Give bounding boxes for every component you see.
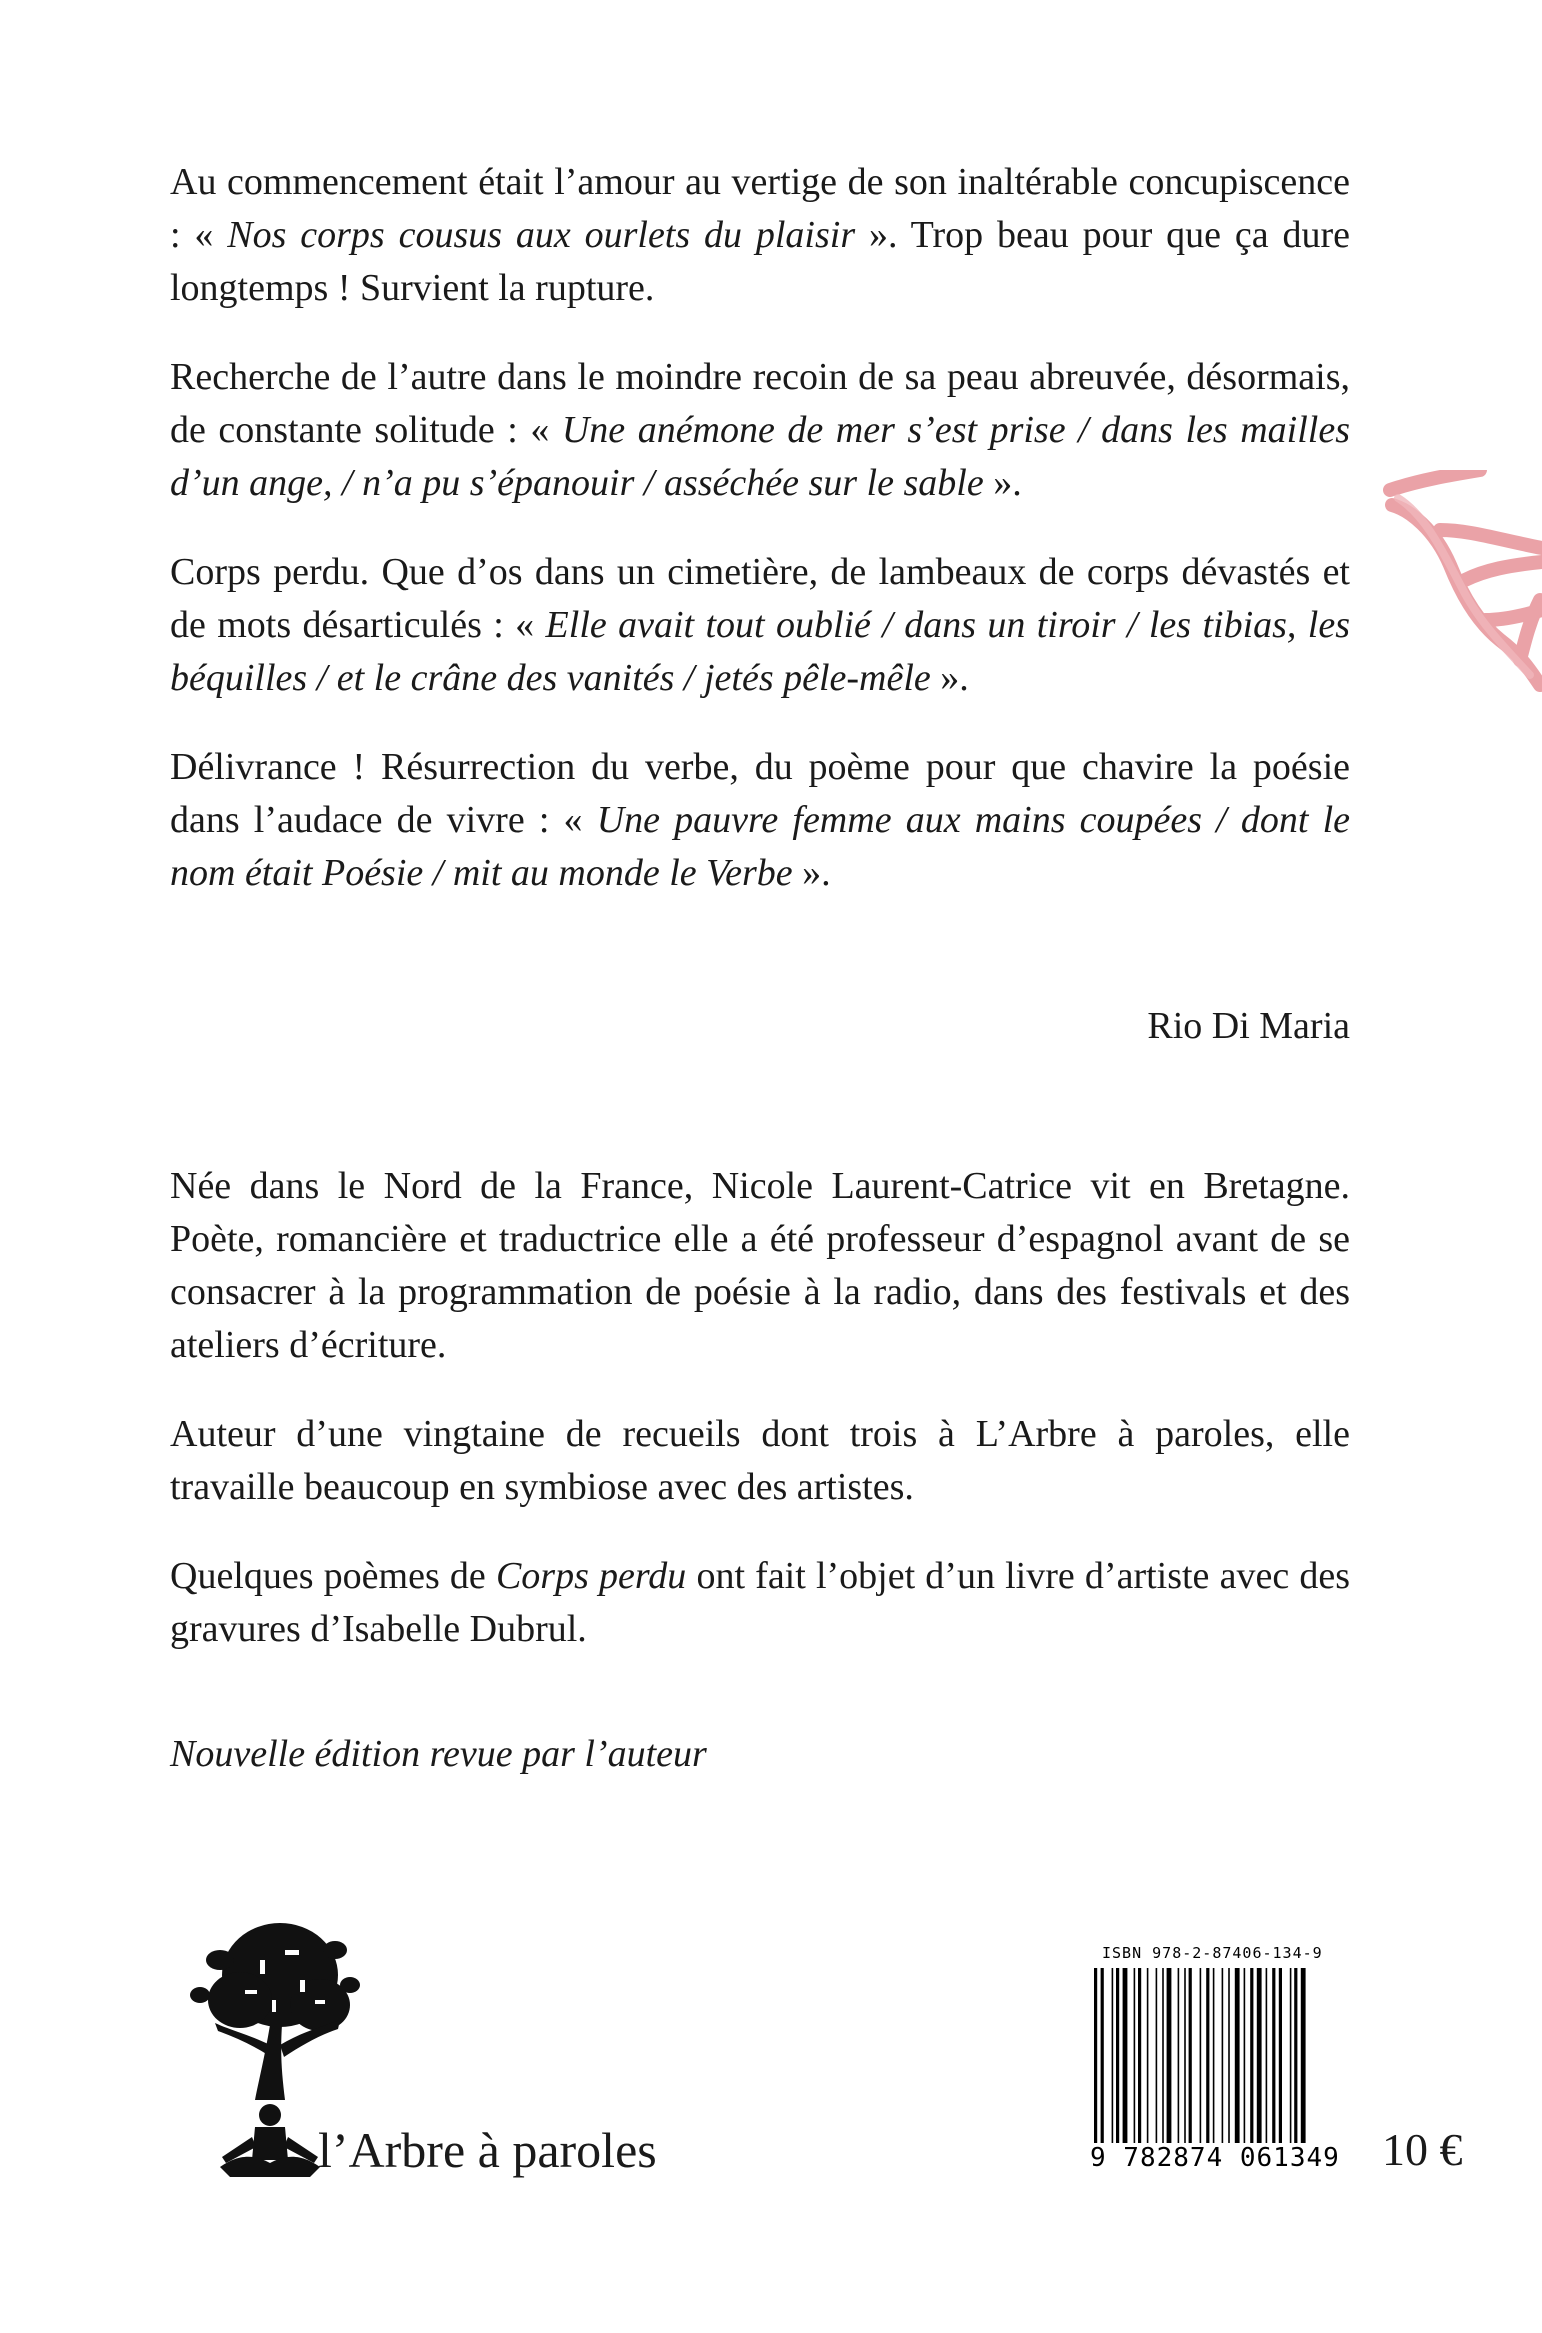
bio-paragraph: Auteur d’une vingtaine de recueils dont trois à L’Arbre à paroles, elle travaille beaucoup en symbiose avec des artistes. <box>170 1413 1350 1508</box>
barcode-bar <box>1301 1968 1306 2153</box>
price: 10 € <box>1382 2124 1463 2175</box>
barcode-bar <box>1222 1968 1224 2153</box>
barcode-bar <box>1184 1968 1186 2153</box>
barcode-bar <box>1101 1968 1104 2153</box>
barcode-bar <box>1250 1968 1253 2153</box>
barcode-bar <box>1213 1968 1215 2153</box>
barcode-digits: 9 782874 061349 <box>1090 2143 1356 2173</box>
barcode-bar <box>1147 1968 1149 2153</box>
critique-paragraph: Corps perdu. Que d’os dans un cimetière, de lambeaux de corps dévastés et de mots désarticulés : « Elle avait tout oublié / dans un tiroir / les tibias, les béquilles / et le crâne des vanités / jetés pêle-mêle ». <box>170 551 1350 699</box>
barcode-icon <box>1090 1968 1354 2153</box>
poem-quote: Nos corps cousus aux ourlets du plaisir <box>227 214 856 256</box>
barcode-bar <box>1112 1968 1114 2153</box>
barcode-bar <box>1162 1968 1164 2153</box>
barcode-bar <box>1094 1968 1097 2153</box>
barcode-bar <box>1290 1968 1292 2153</box>
critique-paragraph: Au commencement était l’amour au vertige de son inaltérable concupiscence : « Nos corps cousus aux ourlets du plaisir ». Trop beau pour que ça dure longtemps ! Survient la rupture. <box>170 161 1350 309</box>
edition-note: Nouvelle édition revue par l’auteur <box>170 1733 707 1775</box>
barcode-bar <box>1257 1968 1262 2153</box>
barcode-bar <box>1206 1968 1209 2153</box>
barcode-bar <box>1244 1968 1246 2153</box>
barcode-bar <box>1189 1968 1192 2153</box>
barcode-bar <box>1228 1968 1230 2153</box>
critique-blurb <box>170 156 1350 900</box>
poem-quote: Elle avait tout oublié / dans un tiroir / les tibias, les béquilles / et le crâne des vanités / jetés pêle-mêle <box>170 604 1350 699</box>
barcode-bar <box>1116 1968 1119 2153</box>
barcode-bar <box>1156 1968 1158 2153</box>
barcode-bar <box>1123 1968 1128 2153</box>
barcode-bar <box>1178 1968 1180 2153</box>
poem-quote: Une pauvre femme aux mains coupées / dont le nom était Poésie / mit au monde le Verbe <box>170 799 1350 894</box>
pink-brushstroke-icon <box>1380 470 1542 770</box>
poem-quote: Une anémone de mer s’est prise / dans les mailles d’un ange, / n’a pu s’épanouir / asséchée sur le sable <box>170 409 1350 504</box>
critique-paragraph: Recherche de l’autre dans le moindre recoin de sa peau abreuvée, désormais, de constante solitude : « Une anémone de mer s’est prise / dans les mailles d’un ange, / n’a pu s’épanouir / asséchée sur le sable ». <box>170 356 1350 504</box>
barcode-bar <box>1235 1968 1240 2153</box>
critique-paragraph: Délivrance ! Résurrection du verbe, du poème pour que chavire la poésie dans l’audace de vivre : « Une pauvre femme aux mains coupées / dont le nom était Poésie / mit au monde le Verbe ». <box>170 746 1350 894</box>
author-bio <box>170 1160 1350 1656</box>
bio-paragraph: Quelques poèmes de Corps perdu ont fait l’objet d’un livre d’artiste avec des gravures d’Isabelle Dubrul. <box>170 1555 1350 1650</box>
publisher-name: l’Arbre à paroles <box>318 2122 657 2178</box>
barcode-bar <box>1279 1968 1282 2153</box>
bio-paragraph: Née dans le Nord de la France, Nicole Laurent-Catrice vit en Bretagne. Poète, romancière et traductrice elle a été professeur d’espagnol avant de se consacrer à la programmation de poésie à la radio, dans des festivals et des ateliers d’écriture. <box>170 1165 1350 1366</box>
barcode-bar <box>1266 1968 1268 2153</box>
barcode-bar <box>1138 1968 1141 2153</box>
barcode-bar <box>1272 1968 1275 2153</box>
barcode-bar <box>1134 1968 1136 2153</box>
isbn-label: ISBN 978-2-87406-134-9 <box>1102 1944 1323 1962</box>
barcode-bar <box>1200 1968 1202 2153</box>
barcode-bar <box>1167 1968 1172 2153</box>
barcode-bar <box>1294 1968 1297 2153</box>
critique-signature: Rio Di Maria <box>1147 1005 1350 1047</box>
book-title: Corps perdu <box>495 1555 687 1597</box>
